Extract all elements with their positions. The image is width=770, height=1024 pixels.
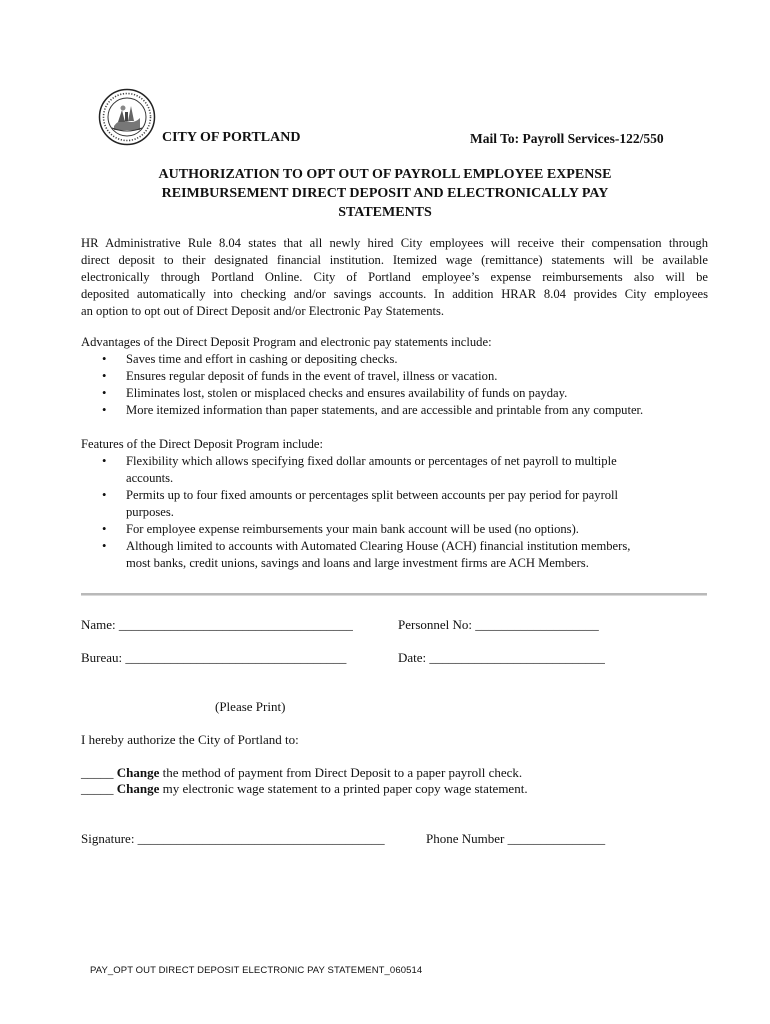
features-section xyxy=(81,436,708,572)
title-line: REIMBURSEMENT DIRECT DEPOSIT AND ELECTRONICALLY PAY xyxy=(161,186,609,201)
city-seal-logo xyxy=(98,88,156,146)
list-item-text-cont: most banks, credit unions, savings and loans and large investment firms are ACH Members. xyxy=(126,556,589,570)
list-item-text: Permits up to four fixed amounts or percentages split between accounts per pay period for payroll xyxy=(126,488,619,502)
list-item-text: Flexibility which allows specifying fixed dollar amounts or percentages of net payroll to multiple xyxy=(126,454,617,468)
bullet-icon: • xyxy=(102,352,107,366)
option-paper-statement[interactable] xyxy=(81,781,528,797)
document-footer-id: PAY_OPT OUT DIRECT DEPOSIT ELECTRONIC PAY STATEMENT_060514 xyxy=(90,965,423,976)
mail-to-address: Mail To: Payroll Services-122/550 xyxy=(470,131,664,146)
list-item xyxy=(81,351,708,368)
list-item-text: Eliminates lost, stolen or misplaced checks and ensures availability of funds on payday. xyxy=(126,386,568,400)
phone-number-field[interactable]: Phone Number _______________ xyxy=(426,831,606,846)
intro-line: direct deposit to their designated financial institution. Itemized wage (remittance) statements will be available xyxy=(81,253,708,267)
list-item xyxy=(81,521,708,538)
list-item xyxy=(81,538,708,572)
list-item xyxy=(81,402,708,419)
personnel-number-field[interactable]: Personnel No: ___________________ xyxy=(398,617,599,632)
bullet-icon: • xyxy=(102,522,107,536)
bullet-icon: • xyxy=(102,488,107,502)
intro-line: electronically through Portland Online. City of Portland employee’s expense reimbursements also will be xyxy=(81,270,708,284)
option-text: my electronic wage statement to a printed paper copy wage statement. xyxy=(159,781,528,796)
advantages-heading: Advantages of the Direct Deposit Program and electronic pay statements include: xyxy=(81,335,492,349)
list-item-text-cont: purposes. xyxy=(126,505,174,519)
bullet-icon: • xyxy=(102,369,107,383)
list-item xyxy=(81,368,708,385)
section-divider xyxy=(81,593,707,596)
please-print-note: (Please Print) xyxy=(215,699,286,714)
intro-line: HR Administrative Rule 8.04 states that all newly hired City employees will receive their compensation through xyxy=(81,236,708,250)
list-item-text: For employee expense reimbursements your main bank account will be used (no options). xyxy=(126,522,579,536)
list-item xyxy=(81,487,708,521)
option-blank[interactable]: _____ xyxy=(81,765,117,780)
bullet-icon: • xyxy=(102,454,107,468)
intro-line: an option to opt out of Direct Deposit and/or Electronic Pay Statements. xyxy=(81,304,445,318)
list-item-text: Ensures regular deposit of funds in the event of travel, illness or vacation. xyxy=(126,369,498,383)
option-verb: Change xyxy=(116,765,160,780)
intro-line: deposited automatically into checking and/or savings accounts. In addition HRAR 8.04 provides City employees xyxy=(81,287,708,301)
list-item xyxy=(81,453,708,487)
advantages-list xyxy=(81,351,708,419)
advantages-section xyxy=(81,334,708,419)
list-item xyxy=(81,385,708,402)
signature-field[interactable]: Signature: ______________________________________ xyxy=(81,831,385,846)
bullet-icon: • xyxy=(102,403,107,417)
option-text: the method of payment from Direct Deposit to a paper payroll check. xyxy=(159,765,523,780)
authorization-statement: I hereby authorize the City of Portland to: xyxy=(81,732,299,747)
features-heading: Features of the Direct Deposit Program include: xyxy=(81,437,324,451)
option-paper-check[interactable] xyxy=(81,765,522,781)
bureau-field[interactable]: Bureau: __________________________________ xyxy=(81,650,347,665)
bullet-icon: • xyxy=(102,386,107,400)
title-line: AUTHORIZATION TO OPT OUT OF PAYROLL EMPLOYEE EXPENSE xyxy=(158,167,612,182)
list-item-text: More itemized information than paper statements, and are accessible and printable from any computer. xyxy=(126,403,644,417)
title-line: STATEMENTS xyxy=(338,205,432,220)
organization-name: CITY OF PORTLAND xyxy=(162,130,301,145)
features-list xyxy=(81,453,708,572)
bullet-icon: • xyxy=(102,539,107,553)
date-field[interactable]: Date: ___________________________ xyxy=(398,650,605,665)
name-field[interactable]: Name: ____________________________________ xyxy=(81,617,353,632)
intro-paragraph xyxy=(81,235,708,320)
option-verb: Change xyxy=(116,781,160,796)
list-item-text-cont: accounts. xyxy=(126,471,174,485)
list-item-text: Although limited to accounts with Automated Clearing House (ACH) financial institution members, xyxy=(126,539,631,553)
option-blank[interactable]: _____ xyxy=(81,781,117,796)
list-item-text: Saves time and effort in cashing or depositing checks. xyxy=(126,352,398,366)
document-title xyxy=(80,165,690,222)
